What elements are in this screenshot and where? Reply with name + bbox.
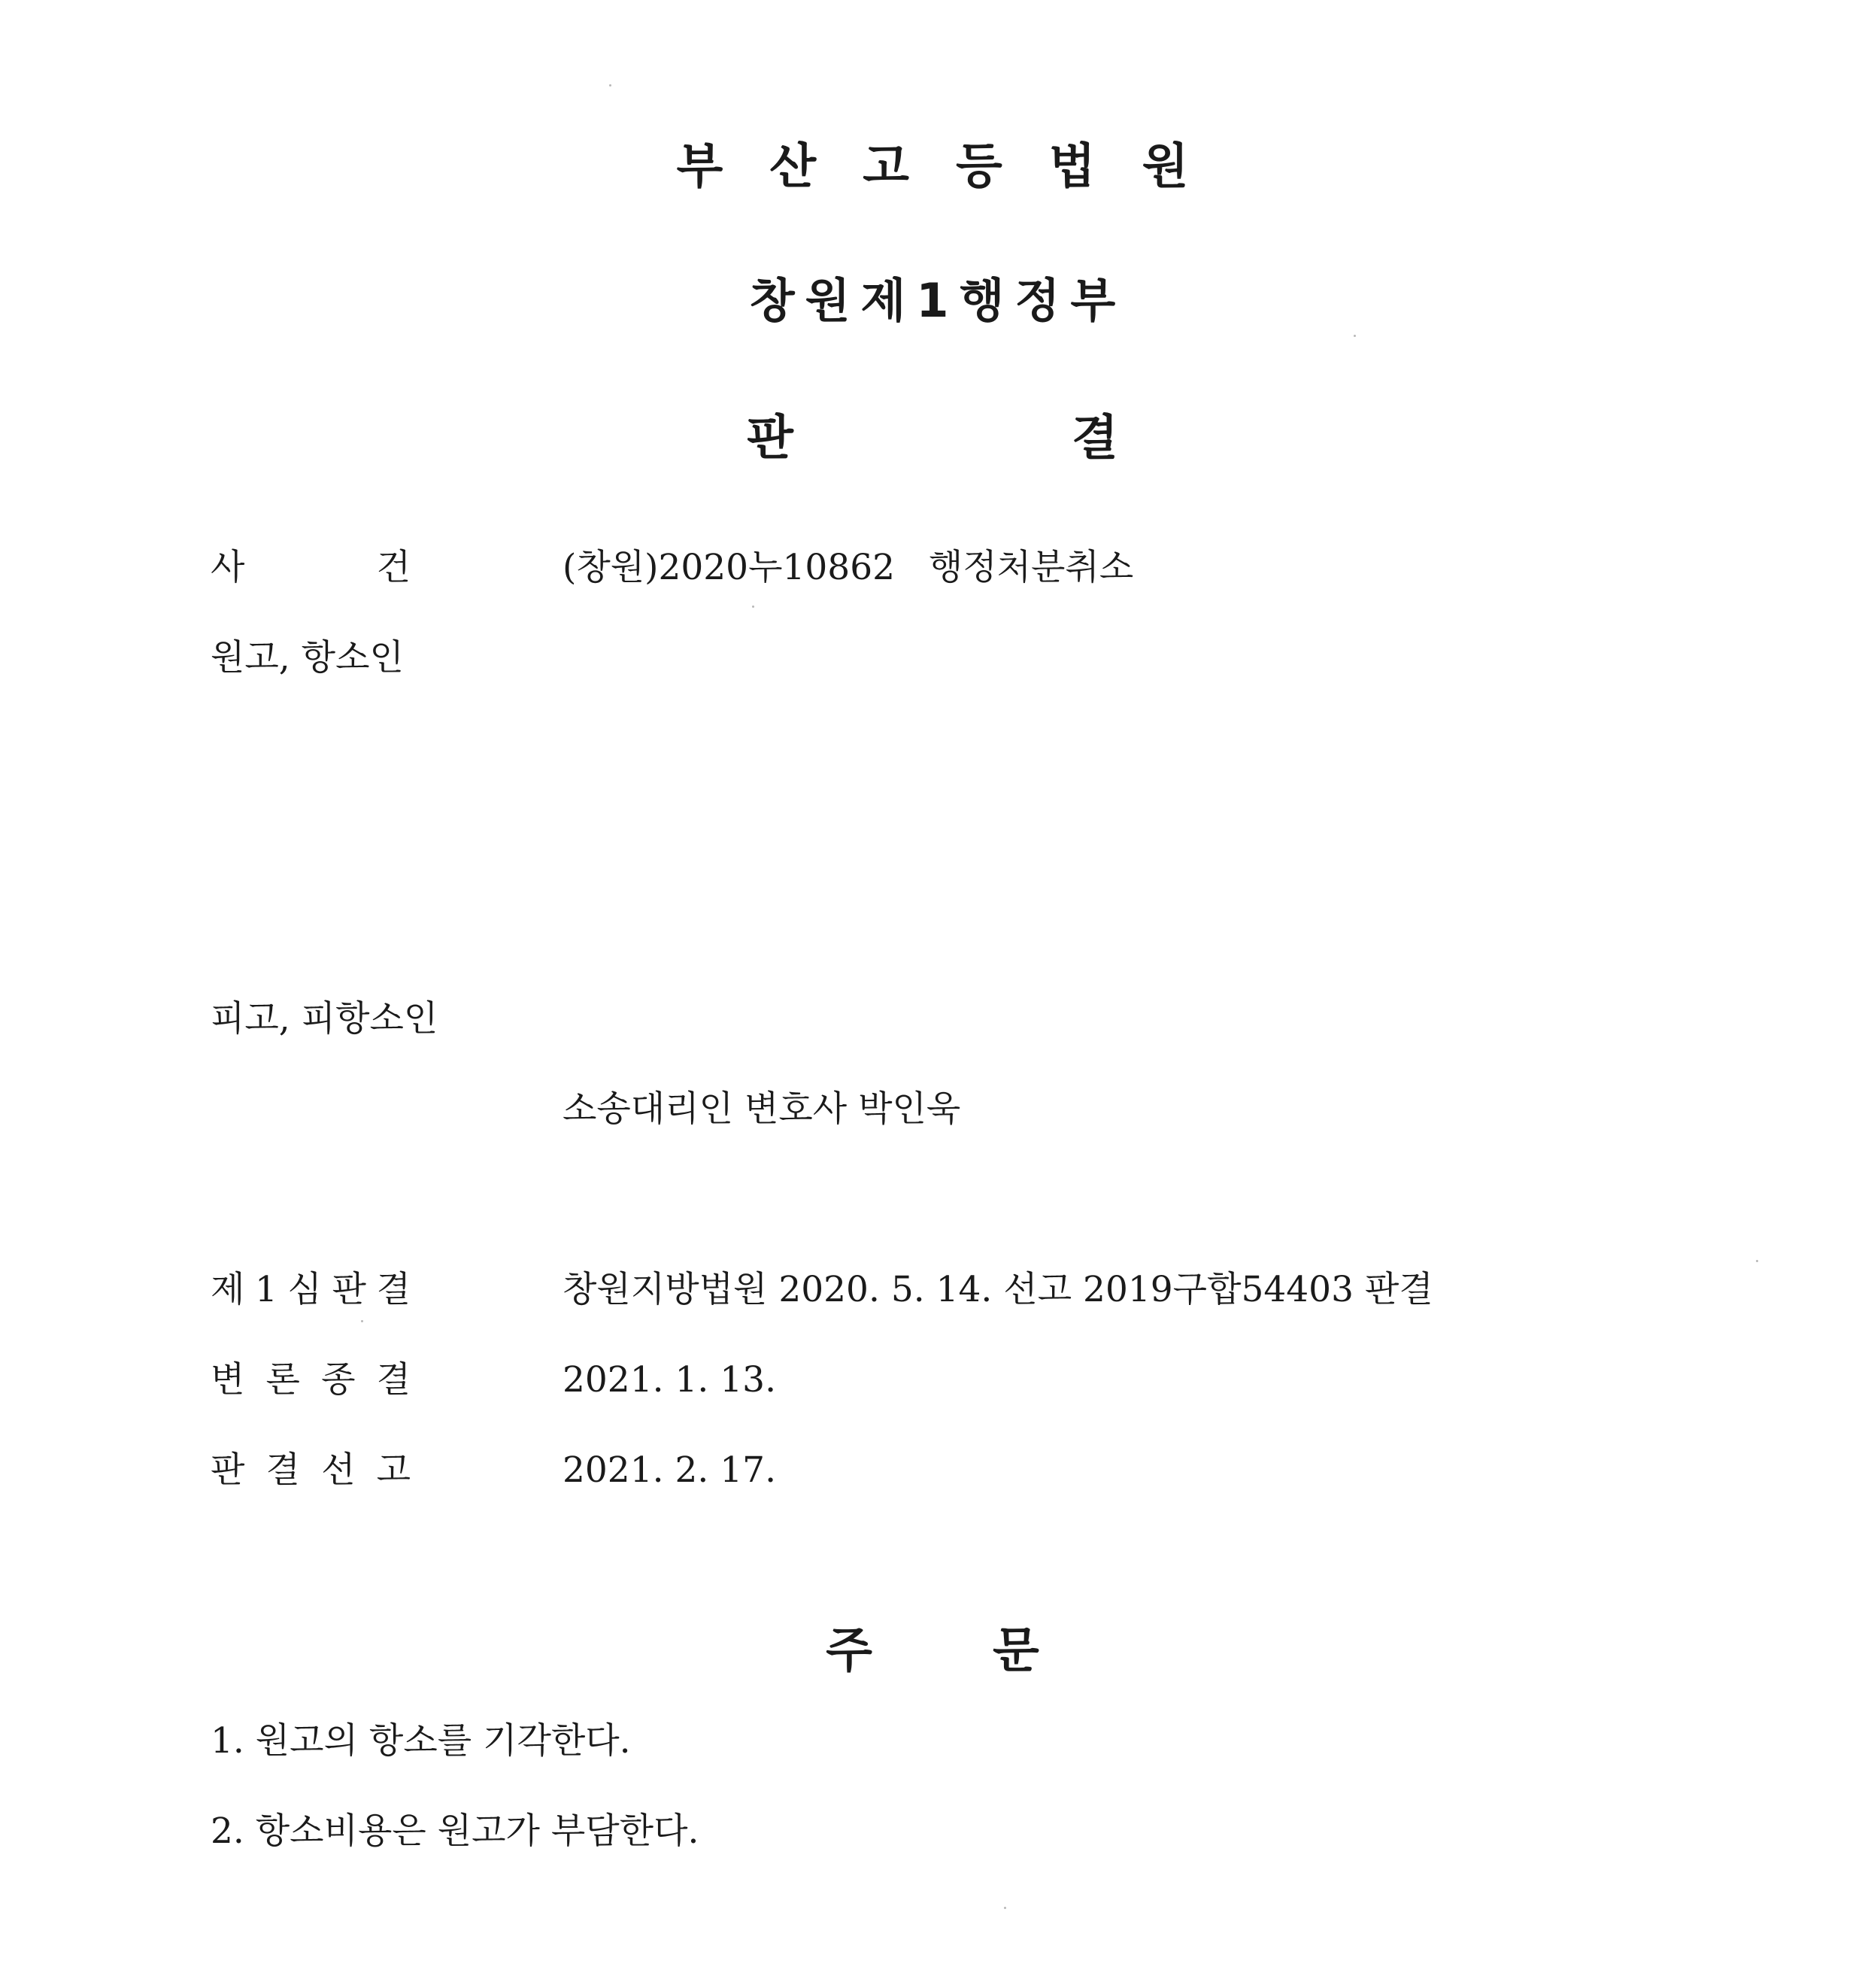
closing-label: [211, 1358, 411, 1403]
scan-speck: [1354, 335, 1356, 337]
label-char: 결: [376, 1269, 411, 1310]
attorney-value: 소송대리인 변호사 박인욱: [563, 1088, 961, 1130]
label-char: 종: [321, 1359, 356, 1401]
pronouncement-date-value: 2021. 2. 17.: [563, 1449, 777, 1491]
document-type-title: [0, 408, 1865, 469]
scan-speck: [1004, 1907, 1006, 1909]
document-type-char-2: 결: [1072, 411, 1118, 466]
scan-speck: [609, 84, 611, 87]
closing-date-value: 2021. 1. 13.: [563, 1359, 777, 1401]
case-label-char: 건: [376, 547, 411, 588]
document-type-char-1: 판: [747, 411, 793, 466]
label-char: 변: [211, 1359, 245, 1401]
label-char: 선: [321, 1449, 356, 1491]
label-char: 심: [287, 1269, 322, 1310]
case-number-value: (창원)2020누10862 행정처분취소: [563, 547, 1134, 588]
order-item: 1. 원고의 항소를 기각한다.: [211, 1720, 631, 1762]
order-heading: [0, 1621, 1865, 1681]
label-char: 판: [332, 1269, 366, 1310]
label-char: 1: [255, 1269, 277, 1310]
label-char: 고: [376, 1449, 411, 1491]
case-label: [211, 545, 411, 590]
label-char: 론: [265, 1359, 300, 1401]
court-name: 부산고등법원: [676, 139, 1236, 195]
scan-speck: [361, 1320, 363, 1322]
order-item: 2. 항소비용은 원고가 부담한다.: [211, 1810, 699, 1852]
defendant-label: 피고, 피항소인: [211, 998, 438, 1040]
case-label-char: 사: [211, 547, 245, 588]
plaintiff-label: 원고, 항소인: [211, 637, 404, 678]
first-instance-label: [211, 1267, 411, 1313]
label-char: 판: [211, 1449, 245, 1491]
order-heading-char-1: 주: [826, 1623, 872, 1679]
pronouncement-label: [211, 1448, 411, 1493]
scan-speck: [1756, 1260, 1758, 1262]
label-char: 결: [376, 1359, 411, 1401]
label-char: 결: [265, 1449, 300, 1491]
division-name: 창원제1행정부: [749, 273, 1127, 328]
scan-speck: [752, 606, 754, 608]
order-heading-char-2: 문: [993, 1623, 1039, 1679]
first-instance-value: 창원지방법원 2020. 5. 14. 선고 2019구합54403 판결: [563, 1269, 1433, 1310]
label-char: 제: [211, 1269, 245, 1310]
